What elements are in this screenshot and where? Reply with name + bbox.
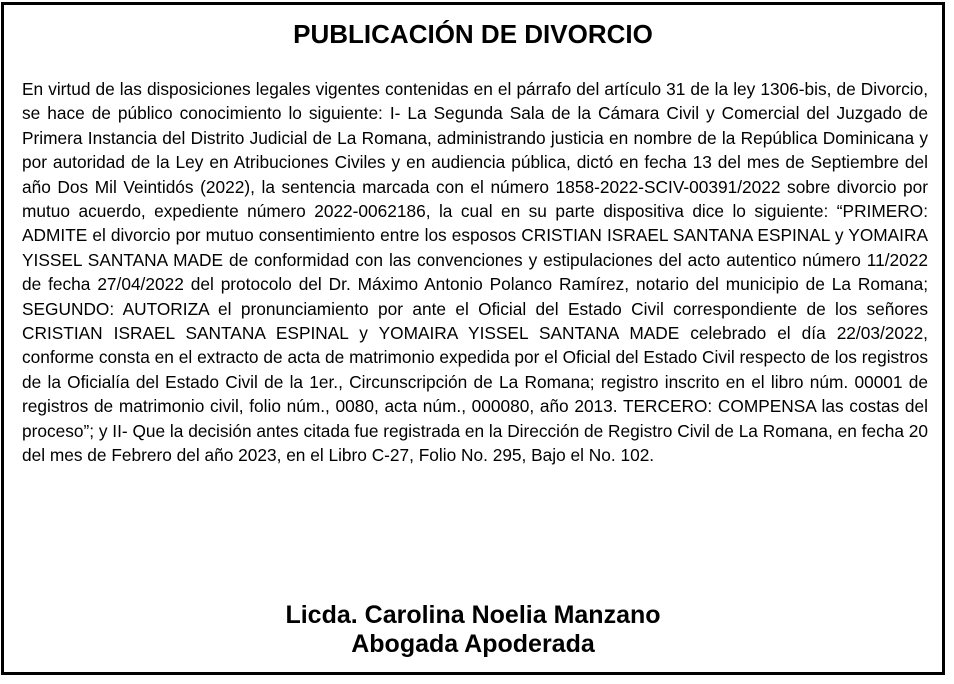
signature-name: Licda. Carolina Noelia Manzano — [285, 601, 661, 629]
notice-body: En virtud de las disposiciones legales vigentes contenidas en el párrafo del artículo 31 de la ley 1306-bis, de Divorcio, se hace de público conocimiento lo siguiente: I- La Segunda Sala de la Cámara Civil y Comercial del Juzgado de Primera Instancia del Distrito Judicial de La Romana, administrando justicia en nombre de la República Dominicana y por autoridad de la Ley en Atribuciones Civiles y en audiencia pública, dictó en fecha 13 del mes de Septiembre del año Dos Mil Veintidós (2022), la sentencia marcada con el número 1858-2022-SCIV-00391/2022 sobre divorcio por mutuo acuerdo, expediente número 2022-0062186, la cual en su parte dispositiva dice lo siguiente: “PRIMERO: ADMITE el divorcio por mutuo consentimiento entre los esposos CRISTIAN ISRAEL SANTANA ESPINAL y YOMAIRA YISSEL SANTANA MADE de conformidad con las convenciones y estipulaciones del acto autentico número 11/2022 de fecha 27/04/2022 del protocolo del Dr. Máximo Antonio Polanco Ramírez, notario del municipio de La Romana; SEGUNDO: AUTORIZA el pronunciamiento por ante el Oficial del Estado Civil correspondiente de los señores CRISTIAN ISRAEL SANTANA ESPINAL y YOMAIRA YISSEL SANTANA MADE celebrado el día 22/03/2022, conforme consta en el extracto de acta de matrimonio expedida por el Oficial del Estado Civil respecto de los registros de la Oficialía del Estado Civil de la 1er., Circunscripción de La Romana; registro inscrito en el libro núm. 00001 de registros de matrimonio civil, folio núm., 0080, acta núm., 000080, año 2013. TERCERO: COMPENSA las costas del proceso”; y II- Que la decisión antes citada fue registrada en la Dirección de Registro Civil de La Romana, en fecha 20 del mes de Febrero del año 2023, en el Libro C-27, Folio No. 295, Bajo el No. 102. — [22, 79, 928, 466]
signature-block — [4, 601, 942, 659]
notice-frame — [1, 2, 945, 675]
notice-title: PUBLICACIÓN DE DIVORCIO — [293, 19, 653, 49]
signature-role: Abogada Apoderada — [351, 630, 595, 658]
